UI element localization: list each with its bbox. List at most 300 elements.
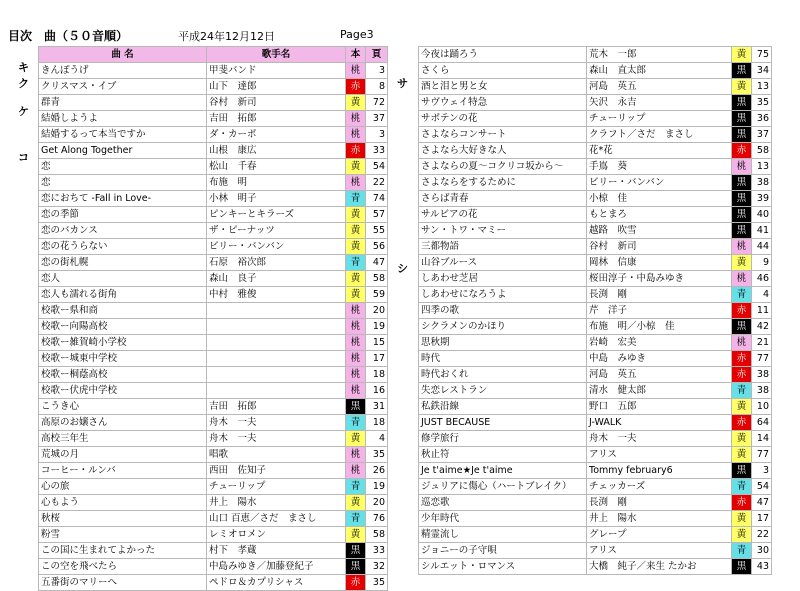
song-title: 恋 <box>39 159 207 175</box>
page-number-cell: 76 <box>366 511 388 527</box>
book-color-cell: 桃 <box>732 239 752 255</box>
book-color-cell: 桃 <box>346 175 366 191</box>
song-title: 高原のお嬢さん <box>39 415 207 431</box>
song-title: コーヒー・ルンバ <box>39 463 207 479</box>
kana-shi-marker: シ <box>397 262 408 275</box>
song-title: 結婚しようよ <box>39 111 207 127</box>
book-color-cell: 桃 <box>732 271 752 287</box>
artist-name: グレープ <box>587 527 732 543</box>
book-color-cell: 黄 <box>346 287 366 303</box>
table-row <box>419 47 772 63</box>
artist-name: 布施 明 <box>207 175 346 191</box>
artist-name: 西田 佐知子 <box>207 463 346 479</box>
song-title: 校歌ー向陽高校 <box>39 319 207 335</box>
artist-name: 矢沢 永吉 <box>587 95 732 111</box>
table-row <box>419 143 772 159</box>
book-color-cell: 黒 <box>732 223 752 239</box>
page-number-cell: 22 <box>752 527 772 543</box>
table-row <box>39 495 388 511</box>
page-number-cell: 20 <box>366 303 388 319</box>
table-row <box>39 399 388 415</box>
kana-ki-marker: キ <box>18 61 29 74</box>
book-color-cell: 黒 <box>732 319 752 335</box>
page-number-cell: 54 <box>752 479 772 495</box>
book-color-cell: 黒 <box>732 559 752 575</box>
song-title: こうき心 <box>39 399 207 415</box>
book-color-cell: 黒 <box>732 191 752 207</box>
artist-name: 長渕 剛 <box>587 287 732 303</box>
book-color-cell: 黄 <box>346 223 366 239</box>
table-header <box>39 47 388 63</box>
book-color-cell: 赤 <box>732 303 752 319</box>
kana-ko-marker: コ <box>18 151 29 164</box>
page-number-cell: 3 <box>752 463 772 479</box>
table-row <box>39 463 388 479</box>
table-row <box>419 527 772 543</box>
song-title: 時代おくれ <box>419 367 587 383</box>
song-title: さよならコンサート <box>419 127 587 143</box>
page-number-cell: 36 <box>752 111 772 127</box>
artist-name: 小林 明子 <box>207 191 346 207</box>
page-number-cell: 21 <box>752 335 772 351</box>
artist-name: もとまろ <box>587 207 732 223</box>
song-title: 精霊流し <box>419 527 587 543</box>
book-color-cell: 黒 <box>732 175 752 191</box>
artist-name: ピンキーとキラーズ <box>207 207 346 223</box>
book-color-cell: 黒 <box>346 559 366 575</box>
page-number-cell: 22 <box>366 175 388 191</box>
artist-name: チューリップ <box>587 111 732 127</box>
page-number-cell: 77 <box>752 447 772 463</box>
artist-name: 荒木 一郎 <box>587 47 732 63</box>
song-title: 失恋レストラン <box>419 383 587 399</box>
artist-name: 吉田 拓郎 <box>207 399 346 415</box>
song-title: しあわせ芝居 <box>419 271 587 287</box>
page-number-cell: 3 <box>366 127 388 143</box>
page-number-cell: 43 <box>752 559 772 575</box>
page-number-cell: 10 <box>752 399 772 415</box>
book-color-cell: 黒 <box>732 463 752 479</box>
song-title: さよならの夏～コクリコ坂から～ <box>419 159 587 175</box>
page-number-cell: 13 <box>752 79 772 95</box>
book-color-cell: 黄 <box>346 159 366 175</box>
song-title: 私鉄沿線 <box>419 399 587 415</box>
kana-sa-marker: サ <box>397 77 408 90</box>
artist-name: 井上 陽水 <box>207 495 346 511</box>
book-color-cell: 青 <box>346 191 366 207</box>
artist-name <box>207 335 346 351</box>
song-title: クリスマス・イブ <box>39 79 207 95</box>
page-number-cell: 64 <box>752 415 772 431</box>
book-color-cell: 赤 <box>732 367 752 383</box>
page-number-cell: 47 <box>752 495 772 511</box>
table-row <box>39 543 388 559</box>
book-color-cell: 桃 <box>346 383 366 399</box>
page-number-cell: 72 <box>366 95 388 111</box>
artist-name: 森山 直太郎 <box>587 63 732 79</box>
book-color-cell: 黄 <box>732 79 752 95</box>
artist-name: 布施 明／小椋 佳 <box>587 319 732 335</box>
song-title: 校歌ー県和商 <box>39 303 207 319</box>
artist-name: 河島 英五 <box>587 367 732 383</box>
artist-name: 長渕 剛 <box>587 495 732 511</box>
table-row <box>39 527 388 543</box>
artist-name: 清水 健太郎 <box>587 383 732 399</box>
song-title: 恋のバカンス <box>39 223 207 239</box>
song-table-left <box>38 46 388 591</box>
artist-name: クラフト／さだ まさし <box>587 127 732 143</box>
song-title: 五番街のマリーへ <box>39 575 207 591</box>
page-number: Page3 <box>340 28 374 41</box>
page-number-cell: 40 <box>752 207 772 223</box>
artist-name: 山口 百恵／さだ まさし <box>207 511 346 527</box>
book-color-cell: 青 <box>346 255 366 271</box>
song-title: 結婚するって本当ですか <box>39 127 207 143</box>
book-color-cell: 黄 <box>346 431 366 447</box>
page-column-header: 頁 <box>366 47 388 63</box>
song-title: 高校三年生 <box>39 431 207 447</box>
artist-name: 越路 吹雪 <box>587 223 732 239</box>
table-row <box>39 207 388 223</box>
book-column-header: 本 <box>346 47 366 63</box>
table-row <box>419 559 772 575</box>
artist-name: 大橋 純子／来生 たかお <box>587 559 732 575</box>
song-title: 恋人も濡れる街角 <box>39 287 207 303</box>
table-row <box>419 415 772 431</box>
song-title: 酒と泪と男と女 <box>419 79 587 95</box>
table-row <box>419 495 772 511</box>
song-title: 山谷ブルース <box>419 255 587 271</box>
song-title: きんぽうげ <box>39 63 207 79</box>
table-row <box>39 287 388 303</box>
song-title: 心もよう <box>39 495 207 511</box>
book-color-cell: 桃 <box>346 351 366 367</box>
artist-name: ザ・ピーナッツ <box>207 223 346 239</box>
table-row <box>39 95 388 111</box>
song-title: 時代 <box>419 351 587 367</box>
page-number-cell: 34 <box>752 63 772 79</box>
page-number-cell: 19 <box>366 479 388 495</box>
song-title: 恋におちて -Fall in Love- <box>39 191 207 207</box>
page-number-cell: 20 <box>366 495 388 511</box>
page-number-cell: 57 <box>366 207 388 223</box>
artist-name: チューリップ <box>207 479 346 495</box>
kana-ke-marker: ケ <box>18 105 29 118</box>
artist-name <box>207 383 346 399</box>
table-row <box>39 447 388 463</box>
table-row <box>419 191 772 207</box>
artist-name: 山根 康広 <box>207 143 346 159</box>
artist-name: 中村 雅俊 <box>207 287 346 303</box>
song-title: 恋の街札幌 <box>39 255 207 271</box>
song-table-right <box>418 46 772 575</box>
song-title: JUST BECAUSE <box>419 415 587 431</box>
book-color-cell: 赤 <box>346 575 366 591</box>
book-color-cell: 赤 <box>732 143 752 159</box>
page-number-cell: 47 <box>366 255 388 271</box>
artist-name: 甲斐バンド <box>207 63 346 79</box>
table-row <box>39 271 388 287</box>
table-row <box>39 303 388 319</box>
table-row <box>419 207 772 223</box>
artist-name: ペドロ＆カプリシャス <box>207 575 346 591</box>
book-color-cell: 黄 <box>732 399 752 415</box>
page-number-cell: 14 <box>752 431 772 447</box>
page-number-cell: 13 <box>752 159 772 175</box>
table-row <box>39 239 388 255</box>
table-row <box>419 79 772 95</box>
artist-name: 谷村 新司 <box>587 239 732 255</box>
table-row <box>419 479 772 495</box>
page-number-cell: 9 <box>752 255 772 271</box>
artist-name: 花*花 <box>587 143 732 159</box>
artist-name: 芹 洋子 <box>587 303 732 319</box>
song-title: 荒城の月 <box>39 447 207 463</box>
song-title: ジュリアに傷心（ハートブレイク） <box>419 479 587 495</box>
page-number-cell: 46 <box>752 271 772 287</box>
song-title: ジョニーの子守唄 <box>419 543 587 559</box>
page-number-cell: 35 <box>752 95 772 111</box>
page-number-cell: 59 <box>366 287 388 303</box>
artist-name: 岩崎 宏美 <box>587 335 732 351</box>
book-color-cell: 黒 <box>346 399 366 415</box>
song-title: 粉雪 <box>39 527 207 543</box>
book-color-cell: 桃 <box>732 159 752 175</box>
table-row <box>419 303 772 319</box>
table-row <box>419 367 772 383</box>
song-title: 恋の季節 <box>39 207 207 223</box>
table-row <box>39 223 388 239</box>
song-title: 修学旅行 <box>419 431 587 447</box>
page-number-cell: 18 <box>366 367 388 383</box>
page-number-cell: 15 <box>366 335 388 351</box>
kana-ku-marker: ク <box>18 77 29 90</box>
song-title: しあわせになろうよ <box>419 287 587 303</box>
table-row <box>39 479 388 495</box>
song-list-left <box>38 46 388 591</box>
book-color-cell: 黄 <box>732 47 752 63</box>
artist-name: 森山 良子 <box>207 271 346 287</box>
artist-name: 唱歌 <box>207 447 346 463</box>
table-row <box>419 287 772 303</box>
song-list-right <box>418 46 772 575</box>
book-color-cell: 青 <box>346 511 366 527</box>
page-number-cell: 4 <box>752 287 772 303</box>
song-title: 校歌ー桐蔭高校 <box>39 367 207 383</box>
page-number-cell: 35 <box>366 447 388 463</box>
table-row <box>419 159 772 175</box>
table-row <box>419 255 772 271</box>
artist-name: 舟木 一夫 <box>207 431 346 447</box>
song-title: サヴウェイ特急 <box>419 95 587 111</box>
table-row <box>419 111 772 127</box>
song-title: 四季の歌 <box>419 303 587 319</box>
book-color-cell: 桃 <box>346 63 366 79</box>
artist-name: ビリー・バンバン <box>207 239 346 255</box>
book-color-cell: 黒 <box>346 543 366 559</box>
book-color-cell: 青 <box>346 479 366 495</box>
song-title: この空を飛べたら <box>39 559 207 575</box>
page-number-cell: 8 <box>366 79 388 95</box>
table-row <box>419 351 772 367</box>
page-number-cell: 32 <box>366 559 388 575</box>
table-row <box>419 319 772 335</box>
table-row <box>39 63 388 79</box>
book-color-cell: 桃 <box>346 303 366 319</box>
song-title: 秋止符 <box>419 447 587 463</box>
song-title: さくら <box>419 63 587 79</box>
page-number-cell: 11 <box>752 303 772 319</box>
book-color-cell: 黄 <box>346 527 366 543</box>
page-number-cell: 54 <box>366 159 388 175</box>
page-number-cell: 44 <box>752 239 772 255</box>
song-title: シルエット・ロマンス <box>419 559 587 575</box>
page-number-cell: 38 <box>752 383 772 399</box>
song-title: 恋人 <box>39 271 207 287</box>
song-title: サン・トワ・マミー <box>419 223 587 239</box>
artist-name: 中島みゆき／加藤登紀子 <box>207 559 346 575</box>
book-color-cell: 青 <box>732 479 752 495</box>
book-color-cell: 赤 <box>346 143 366 159</box>
table-row <box>39 143 388 159</box>
song-column-header: 曲 名 <box>39 47 207 63</box>
song-title: 三都物語 <box>419 239 587 255</box>
page-number-cell: 33 <box>366 543 388 559</box>
book-color-cell: 黄 <box>732 511 752 527</box>
page-number-cell: 37 <box>752 127 772 143</box>
artist-name <box>207 351 346 367</box>
page-number-cell: 58 <box>752 143 772 159</box>
book-color-cell: 桃 <box>346 111 366 127</box>
page-number-cell: 58 <box>366 527 388 543</box>
page-number-cell: 58 <box>366 271 388 287</box>
page-number-cell: 41 <box>752 223 772 239</box>
table-row <box>419 223 772 239</box>
table-row <box>39 255 388 271</box>
book-color-cell: 黄 <box>732 447 752 463</box>
artist-name: Tommy february6 <box>587 463 732 479</box>
book-color-cell: 桃 <box>732 335 752 351</box>
book-color-cell: 桃 <box>346 335 366 351</box>
page-number-cell: 75 <box>752 47 772 63</box>
artist-name: 村下 孝蔵 <box>207 543 346 559</box>
page-number-cell: 4 <box>366 431 388 447</box>
table-row <box>419 63 772 79</box>
book-color-cell: 青 <box>732 383 752 399</box>
page-number-cell: 38 <box>752 175 772 191</box>
page-number-cell: 17 <box>752 511 772 527</box>
song-title: Je t'aime★Je t'aime <box>419 463 587 479</box>
table-row <box>39 159 388 175</box>
artist-name <box>207 303 346 319</box>
artist-name: ダ・カーポ <box>207 127 346 143</box>
artist-name <box>207 319 346 335</box>
table-row <box>39 175 388 191</box>
book-color-cell: 黄 <box>732 527 752 543</box>
book-color-cell: 黒 <box>732 207 752 223</box>
page-number-cell: 77 <box>752 351 772 367</box>
artist-column-header: 歌手名 <box>207 47 346 63</box>
song-title: 校歌ー伏虎中学校 <box>39 383 207 399</box>
page-number-cell: 55 <box>366 223 388 239</box>
song-title: サルビアの花 <box>419 207 587 223</box>
artist-name: 谷村 新司 <box>207 95 346 111</box>
table-row <box>419 271 772 287</box>
book-color-cell: 青 <box>732 287 752 303</box>
artist-name: 中島 みゆき <box>587 351 732 367</box>
book-color-cell: 黄 <box>346 239 366 255</box>
page-number-cell: 31 <box>366 399 388 415</box>
artist-name: 舟木 一夫 <box>587 431 732 447</box>
song-title: 秋桜 <box>39 511 207 527</box>
table-row <box>39 351 388 367</box>
table-row <box>419 383 772 399</box>
table-row <box>419 463 772 479</box>
song-title: 校歌ー雑賀崎小学校 <box>39 335 207 351</box>
book-color-cell: 青 <box>346 415 366 431</box>
artist-name: 手嶌 葵 <box>587 159 732 175</box>
table-row <box>419 511 772 527</box>
book-color-cell: 黒 <box>732 127 752 143</box>
table-row <box>39 319 388 335</box>
song-title: さよなら大好きな人 <box>419 143 587 159</box>
artist-name: 石原 裕次郎 <box>207 255 346 271</box>
song-title: 恋の花うらない <box>39 239 207 255</box>
table-row <box>39 127 388 143</box>
artist-name: 野口 五郎 <box>587 399 732 415</box>
page-number-cell: 35 <box>366 575 388 591</box>
book-color-cell: 赤 <box>732 495 752 511</box>
song-title: サボテンの花 <box>419 111 587 127</box>
book-color-cell: 黒 <box>732 95 752 111</box>
artist-name: チェッカーズ <box>587 479 732 495</box>
book-color-cell: 桃 <box>346 127 366 143</box>
page-number-cell: 42 <box>752 319 772 335</box>
table-row <box>419 335 772 351</box>
book-color-cell: 黄 <box>732 431 752 447</box>
artist-name: J-WALK <box>587 415 732 431</box>
book-color-cell: 黄 <box>346 271 366 287</box>
date-label: 平成24年12月12日 <box>178 30 275 43</box>
page-number-cell: 74 <box>366 191 388 207</box>
page-number-cell: 19 <box>366 319 388 335</box>
book-color-cell: 黄 <box>346 495 366 511</box>
artist-name: 小椋 佳 <box>587 191 732 207</box>
page-number-cell: 18 <box>366 415 388 431</box>
book-color-cell: 桃 <box>346 463 366 479</box>
artist-name: ビリー・バンバン <box>587 175 732 191</box>
artist-name: 山下 達郎 <box>207 79 346 95</box>
artist-name: 岡林 信康 <box>587 255 732 271</box>
book-color-cell: 黒 <box>732 111 752 127</box>
song-title: 群青 <box>39 95 207 111</box>
table-row <box>39 79 388 95</box>
page-number-cell: 56 <box>366 239 388 255</box>
song-title: 今夜は踊ろう <box>419 47 587 63</box>
artist-name: レミオロメン <box>207 527 346 543</box>
song-title: シクラメンのかほり <box>419 319 587 335</box>
book-color-cell: 黒 <box>732 63 752 79</box>
page-number-cell: 17 <box>366 351 388 367</box>
page-number-cell: 30 <box>752 543 772 559</box>
book-color-cell: 赤 <box>732 415 752 431</box>
song-title: 恋 <box>39 175 207 191</box>
book-color-cell: 赤 <box>732 351 752 367</box>
song-title: 少年時代 <box>419 511 587 527</box>
page-number-cell: 33 <box>366 143 388 159</box>
artist-name: 舟木 一夫 <box>207 415 346 431</box>
table-row <box>419 543 772 559</box>
